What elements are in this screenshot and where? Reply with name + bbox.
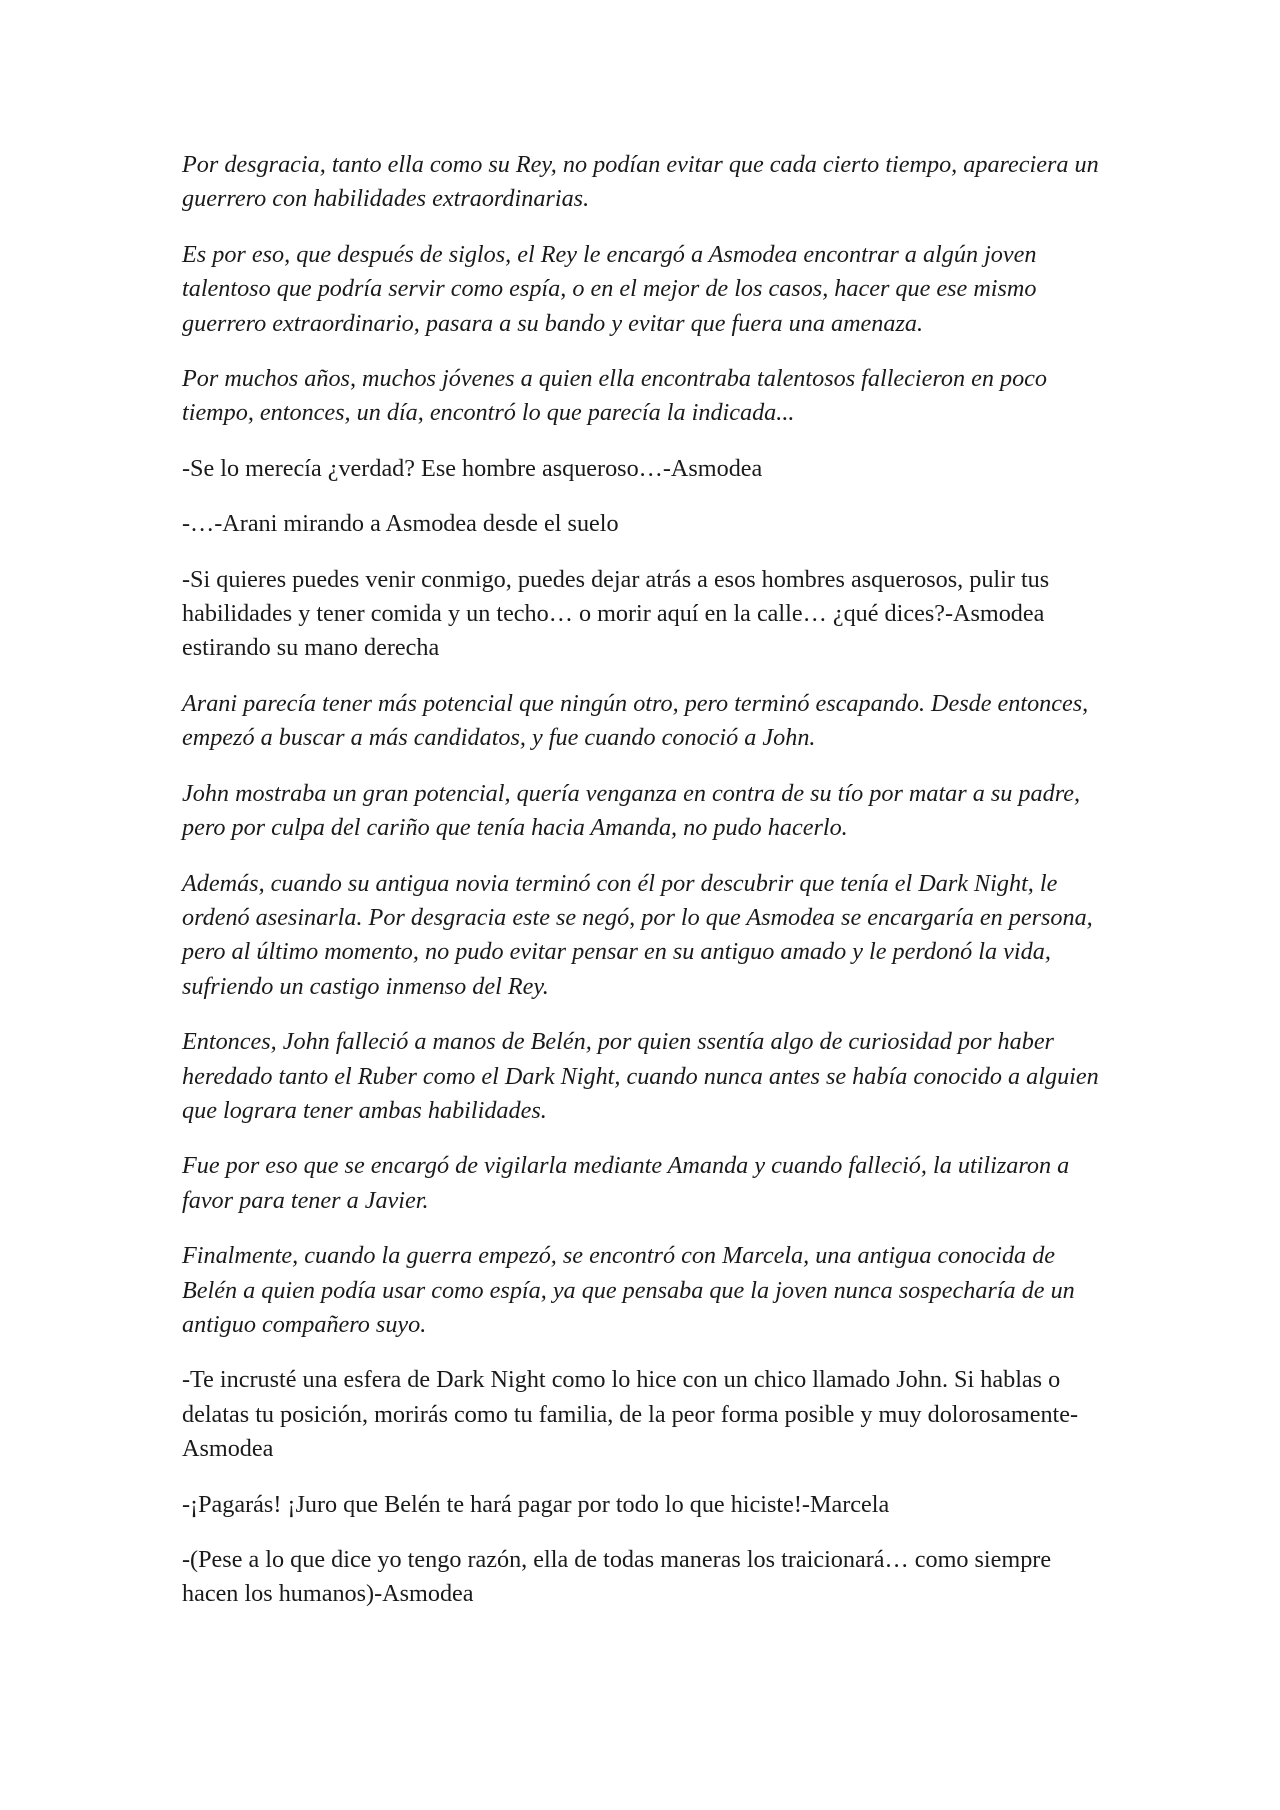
dialogue-line-asmodea-1: -Se lo merecía ¿verdad? Ese hombre asqueroso…-Asmodea xyxy=(182,454,763,482)
narration-paragraph-3: Por muchos años, muchos jóvenes a quien ella encontraba talentosos fallecieron en poco tiempo, entonces, un día, encontró lo que parecía la indicada... xyxy=(182,365,1047,427)
narration-paragraph-7: Entonces, John falleció a manos de Belén, por quien ssentía algo de curiosidad por haber heredado tanto el Ruber como el Dark Night, cuando nunca antes se había conocido a alguien que lograra tener ambas habilidades. xyxy=(182,1028,1099,1124)
narration-paragraph-8: Fue por eso que se encargó de vigilarla mediante Amanda y cuando falleció, la utilizaron a favor para tener a Javier. xyxy=(182,1152,1070,1214)
narration-paragraph-6: Además, cuando su antigua novia terminó con él por descubrir que tenía el Dark Night, le ordenó asesinarla. Por desgracia este se negó, por lo que Asmodea se encargaría en persona, pero al último momento, no pudo evitar pensar en su antiguo amado y le perdonó la vida, sufriendo un castigo inmenso del Rey. xyxy=(182,869,1093,1000)
narration-paragraph-2: Es por eso, que después de siglos, el Rey le encargó a Asmodea encontrar a algún joven talentoso que podría servir como espía, o en el mejor de los casos, hacer que ese mismo guerrero extraordinario, pasara a su bando y evitar que fuera una amenaza. xyxy=(182,240,1037,337)
dialogue-line-marcela: -¡Pagarás! ¡Juro que Belén te hará pagar por todo lo que hiciste!-Marcela xyxy=(182,1490,890,1518)
narration-paragraph-4: Arani parecía tener más potencial que ningún otro, pero terminó escapando. Desde entonces, empezó a buscar a más candidatos, y fue cuando conoció a John. xyxy=(182,689,1089,752)
dialogue-line-arani: -…-Arani mirando a Asmodea desde el suelo xyxy=(182,510,619,538)
dialogue-line-asmodea-2: -Si quieres puedes venir conmigo, puedes dejar atrás a esos hombres asquerosos, pulir tus habilidades y tener comida y un techo… o morir aquí en la calle… ¿qué dices?-Asmodea estirando su mano derecha xyxy=(182,565,1050,662)
narration-paragraph-9: Finalmente, cuando la guerra empezó, se encontró con Marcela, una antigua conocida de Belén a quien podía usar como espía, ya que pensaba que la joven nunca sospecharía de un antiguo compañero suyo. xyxy=(182,1242,1075,1338)
narration-paragraph-5: John mostraba un gran potencial, quería venganza en contra de su tío por matar a su padre, pero por culpa del cariño que tenía hacia Amanda, no pudo hacerlo. xyxy=(182,779,1081,842)
dialogue-line-asmodea-3: -Te incrusté una esfera de Dark Night como lo hice con un chico llamado John. Si hablas o delatas tu posición, morirás como tu familia, de la peor forma posible y muy dolorosamente-Asmodea xyxy=(182,1366,1079,1463)
narration-paragraph-1: Por desgracia, tanto ella como su Rey, no podían evitar que cada cierto tiempo, apareciera un guerrero con habilidades extraordinarias. xyxy=(182,151,1099,213)
dialogue-line-asmodea-4: -(Pese a lo que dice yo tengo razón, ella de todas maneras los traicionará… como siempre hacen los humanos)-Asmodea xyxy=(182,1546,1052,1608)
document-body xyxy=(182,148,1102,1633)
